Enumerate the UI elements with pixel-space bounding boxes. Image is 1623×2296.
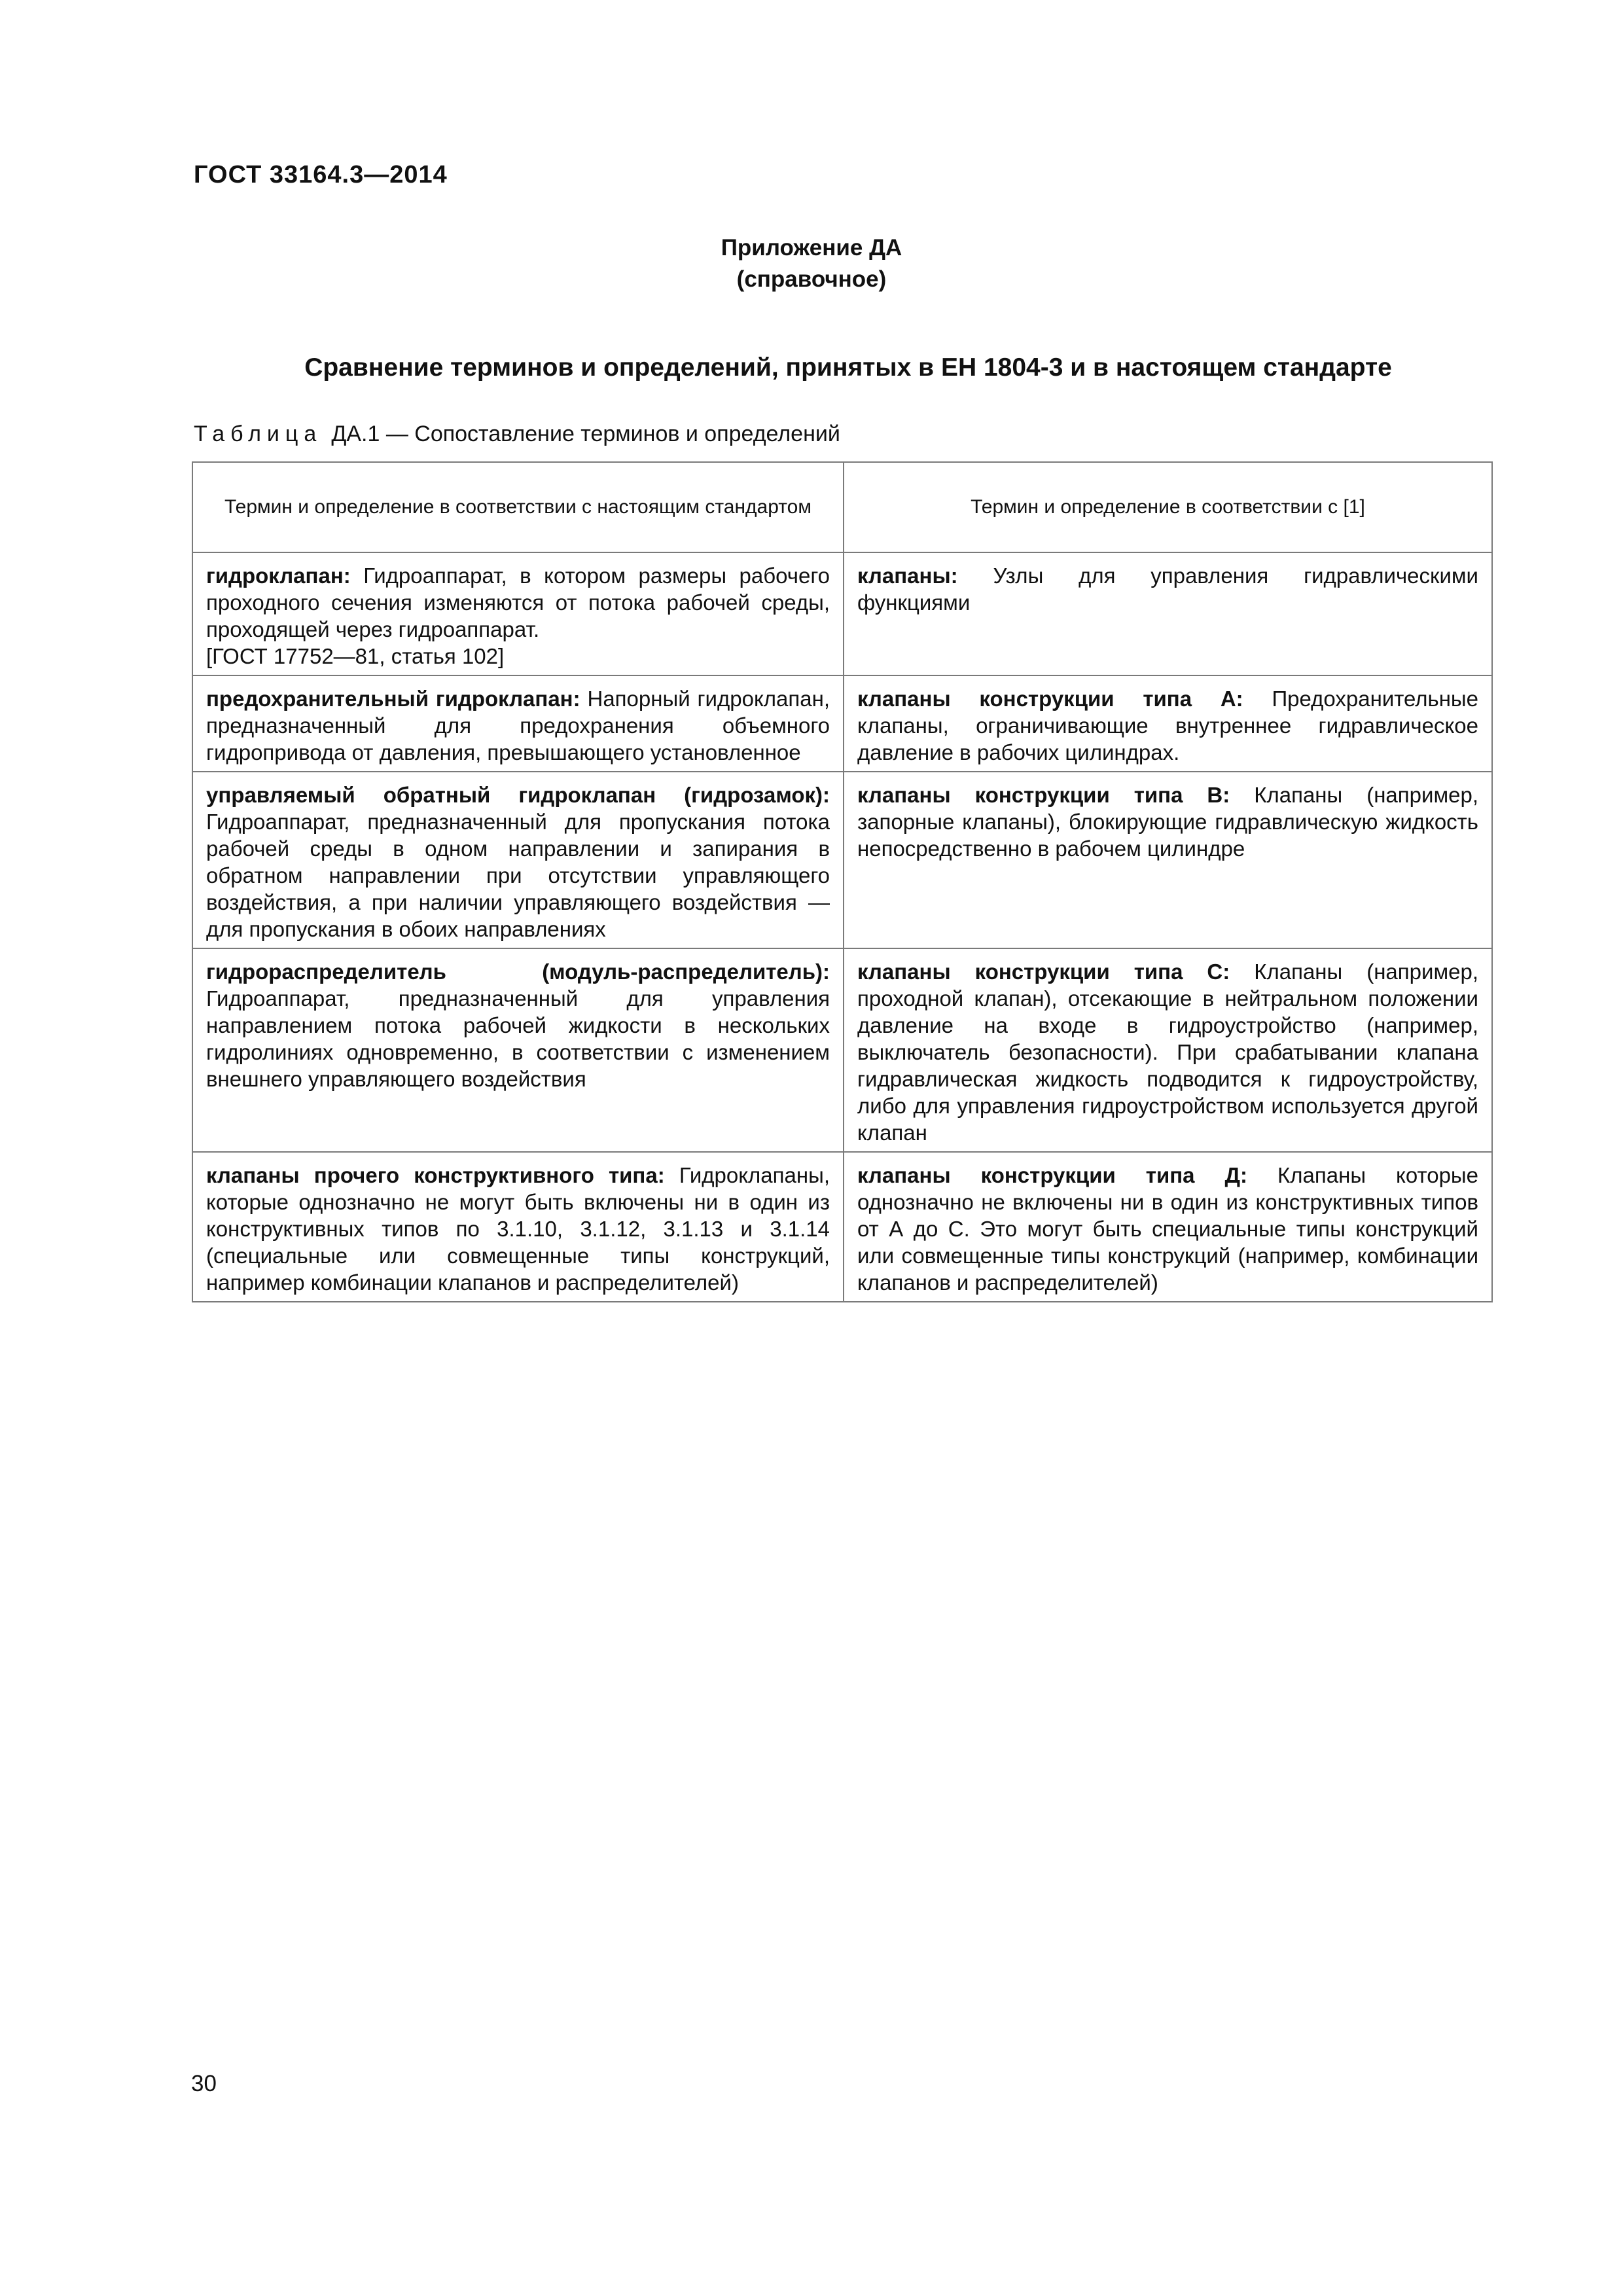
- term-definition: Напорный гидроклапан, предназначенный для предохранения объемного гидропривода от давления, превышающего установленное: [206, 687, 830, 764]
- term-cell-en: [844, 948, 1492, 1152]
- term-reference: [ГОСТ 17752—81, статья 102]: [206, 644, 505, 668]
- appendix-subtitle: (справочное): [736, 266, 887, 292]
- term-definition: Гидроаппарат, предназначенный для пропускания потока рабочей среды в одном направлении и запирания в обратном направлении при отсутствии управляющего воздействия, а при наличии управляющего воздействия — для пропускания в обоих направлениях: [206, 810, 830, 941]
- table-row: [192, 675, 1492, 772]
- term-definition: Гидроклапаны, которые однозначно не могут быть включены ни в один из конструктивных типов по 3.1.10, 3.1.12, 3.1.13 и 3.1.14 (специальные или совмещенные типы конструкций, например комбинации клапанов и распределителей): [206, 1163, 830, 1295]
- term-name: клапаны прочего конструктивного типа:: [206, 1163, 665, 1187]
- page-number: 30: [191, 2071, 217, 2096]
- term-name: клапаны:: [857, 564, 958, 588]
- term-cell-standard: [192, 1152, 844, 1302]
- table-header-cell: Термин и определение в соответствии с настоящим стандартом: [192, 462, 844, 552]
- appendix-heading: [0, 232, 1623, 295]
- term-cell-en: [844, 772, 1492, 948]
- term-cell-en: [844, 552, 1492, 675]
- document-code: ГОСТ 33164.3—2014: [194, 161, 448, 188]
- term-definition: Гидроаппарат, предназначенный для управления направлением потока рабочей жидкости в нескольких гидролиниях одновременно, в соответствии с изменением внешнего управляющего воздействия: [206, 986, 830, 1091]
- table-row: [192, 1152, 1492, 1302]
- comparison-table: [192, 461, 1493, 1302]
- term-definition: Клапаны которые однозначно не включены ни в один из конструктивных типов от А до С. Это могут быть специальные типы конструкций или совмещенные типы конструкций (например, комбинации клапанов и распределителей): [857, 1163, 1479, 1295]
- term-name: клапаны конструкции типа В:: [857, 783, 1230, 807]
- table-caption: [194, 422, 840, 447]
- table-row: [192, 948, 1492, 1152]
- term-name: предохранительный гидроклапан:: [206, 687, 580, 711]
- term-name: клапаны конструкции типа С:: [857, 960, 1230, 984]
- section-title: Сравнение терминов и определений, принятых в ЕН 1804-3 и в настоящем стандарте: [304, 353, 1392, 382]
- term-cell-standard: [192, 675, 844, 772]
- table-row: [192, 552, 1492, 675]
- table-caption-text: ДА.1 — Сопоставление терминов и определений: [331, 422, 840, 446]
- table-header-row: [192, 462, 1492, 552]
- term-definition: Узлы для управления гидравлическими функциями: [857, 564, 1478, 615]
- term-name: клапаны конструкции типа Д:: [857, 1163, 1248, 1187]
- term-definition: Клапаны (например, запорные клапаны), блокирующие гидравлическую жидкость непосредственно в рабочем цилиндре: [857, 783, 1479, 861]
- term-definition: Предохранительные клапаны, ограничивающие внутреннее гидравлическое давление в рабочих цилиндрах.: [857, 687, 1478, 764]
- term-definition: Клапаны (например, проходной клапан), отсекающие в нейтральном положении давление на входе в гидроустройство (например, выключатель безопасности). При срабатывании клапана гидравлическая жидкость подводится к гидроустройству, либо для управления гидроустройством используется другой клапан: [857, 960, 1479, 1145]
- appendix-title: Приложение ДА: [721, 235, 902, 260]
- term-name: управляемый обратный гидроклапан (гидрозамок):: [206, 783, 830, 807]
- term-cell-en: [844, 1152, 1492, 1302]
- table-caption-label: Таблица: [194, 422, 323, 446]
- term-name: гидроклапан:: [206, 564, 351, 588]
- term-name: клапаны конструкции типа А:: [857, 687, 1243, 711]
- table-row: [192, 772, 1492, 948]
- term-cell-standard: [192, 552, 844, 675]
- term-cell-standard: [192, 948, 844, 1152]
- term-cell-standard: [192, 772, 844, 948]
- term-definition: Гидроаппарат, в котором размеры рабочего проходного сечения изменяются от потока рабочей среды, проходящей через гидроаппарат.: [206, 564, 830, 641]
- table-header-cell: Термин и определение в соответствии с [1]: [844, 462, 1492, 552]
- term-cell-en: [844, 675, 1492, 772]
- term-name: гидрораспределитель (модуль-распределитель):: [206, 960, 830, 984]
